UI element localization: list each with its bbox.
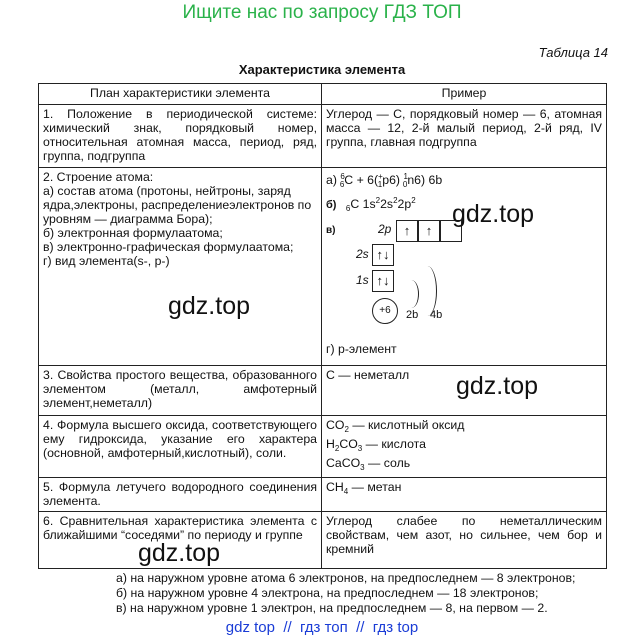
bohr-nucleus: +6 <box>372 298 398 324</box>
note-line: б) на наружном уровне 4 электрона, на предпоследнем — 18 электронов; <box>116 586 539 600</box>
graphic-formula-prefix: в) <box>326 225 336 236</box>
table-row <box>39 168 607 366</box>
table-row <box>39 512 607 569</box>
watermark: gdz.top <box>456 372 539 400</box>
plan-cell: 2. Строение атома: а) состав атома (протоны, нейтроны, заряд ядра,электроны, распределениеэлектронов по уровням — диаграмма Бора); б) электронная формулаатома; в) электронно-графическая формулаатома; г) вид элемента(s-, p-) <box>39 168 322 366</box>
element-characteristics-table <box>38 83 607 569</box>
salt-line: CaCO$_3$ — соль <box>326 456 411 472</box>
orbital-label-1s: 1s <box>356 273 369 287</box>
element-type-line: г) p-элемент <box>326 342 397 356</box>
header-plan: План характеристики элемента <box>39 84 322 105</box>
table-header-row <box>39 84 607 105</box>
table-row <box>39 416 607 478</box>
orbital-1s-cell: ↑↓ <box>372 270 394 292</box>
table-row <box>39 478 607 512</box>
note-line: а) на наружном уровне атома 6 электронов, на предпоследнем — 8 электронов; <box>116 571 576 585</box>
bohr-shell-1 <box>404 280 419 308</box>
promo-banner: Ищите нас по запросу ГДЗ ТОП <box>182 2 462 23</box>
plan-cell: 6. Сравнительная характеристика элемента с ближайшими “соседями” по периоду и группе <box>39 512 322 569</box>
watermark: gdz.top <box>452 200 535 228</box>
example-cell-hydride: $CH_4$ — метан <box>322 478 607 512</box>
example-cell: С — неметалл <box>322 366 607 416</box>
shell-1-electrons: 2b <box>406 309 419 321</box>
answer-notes <box>116 571 575 616</box>
example-cell: Углерод — С, порядковый номер — 6, атомная масса — 12, 2-й малый период, 2-й ряд, IV группа, главная подгруппа <box>322 105 607 168</box>
watermark: gdz.top <box>138 539 221 567</box>
plan-cell: 4. Формула высшего оксида, соответствующего ему гидроксида, указание его характера (основной, амфотерный,кислотный), соли. <box>39 416 322 478</box>
footer-links: gdz top // гдз топ // гдз top <box>225 619 419 636</box>
orbital-2p-cell: ↑ <box>396 220 418 242</box>
table-number-label: Таблица 14 <box>538 45 608 60</box>
table-row <box>39 105 607 168</box>
orbital-label-2s: 2s <box>356 247 369 261</box>
plan-cell: 1. Положение в периодической системе: химический знак, порядковый номер, относительная атомная масса, период, ряд, группа, подгруппа <box>39 105 322 168</box>
watermark: gdz.top <box>168 292 251 320</box>
plan-cell: 5. Формула летучего водородного соединения элемента. <box>39 478 322 512</box>
header-example: Пример <box>322 84 607 105</box>
acid-line: $H_2CO_3$ — кислота <box>326 437 426 453</box>
note-line: в) на наружном уровне 1 электрон, на предпоследнем — 8, на первом — 2. <box>116 601 548 615</box>
plan-cell: 3. Свойства простого вещества, образованного элементом (металл, амфотерный элемент,неметалл) <box>39 366 322 416</box>
table-title: Характеристика элемента <box>238 62 406 77</box>
example-cell-atom-structure <box>322 168 607 366</box>
electron-formula-line: б) $_6$С $1s^22s^22p^2$ <box>326 196 416 213</box>
orbital-2s-cell: ↑↓ <box>372 244 394 266</box>
orbital-2p-cell: ↑ <box>418 220 440 242</box>
example-cell-oxides <box>322 416 607 478</box>
example-cell: Углерод слабее по неметаллическим свойствам, чем азот, но сильнее, чем бор и кремний <box>322 512 607 569</box>
oxide-line: $CO_2$ — кислотный оксид <box>326 418 465 434</box>
atom-composition-line: а) $^6_6С + 6(^+_1p6)$ $^1_0$n6) 6b <box>326 172 443 189</box>
shell-2-electrons: 4b <box>430 309 443 321</box>
orbital-label-2p: 2p <box>378 222 392 236</box>
